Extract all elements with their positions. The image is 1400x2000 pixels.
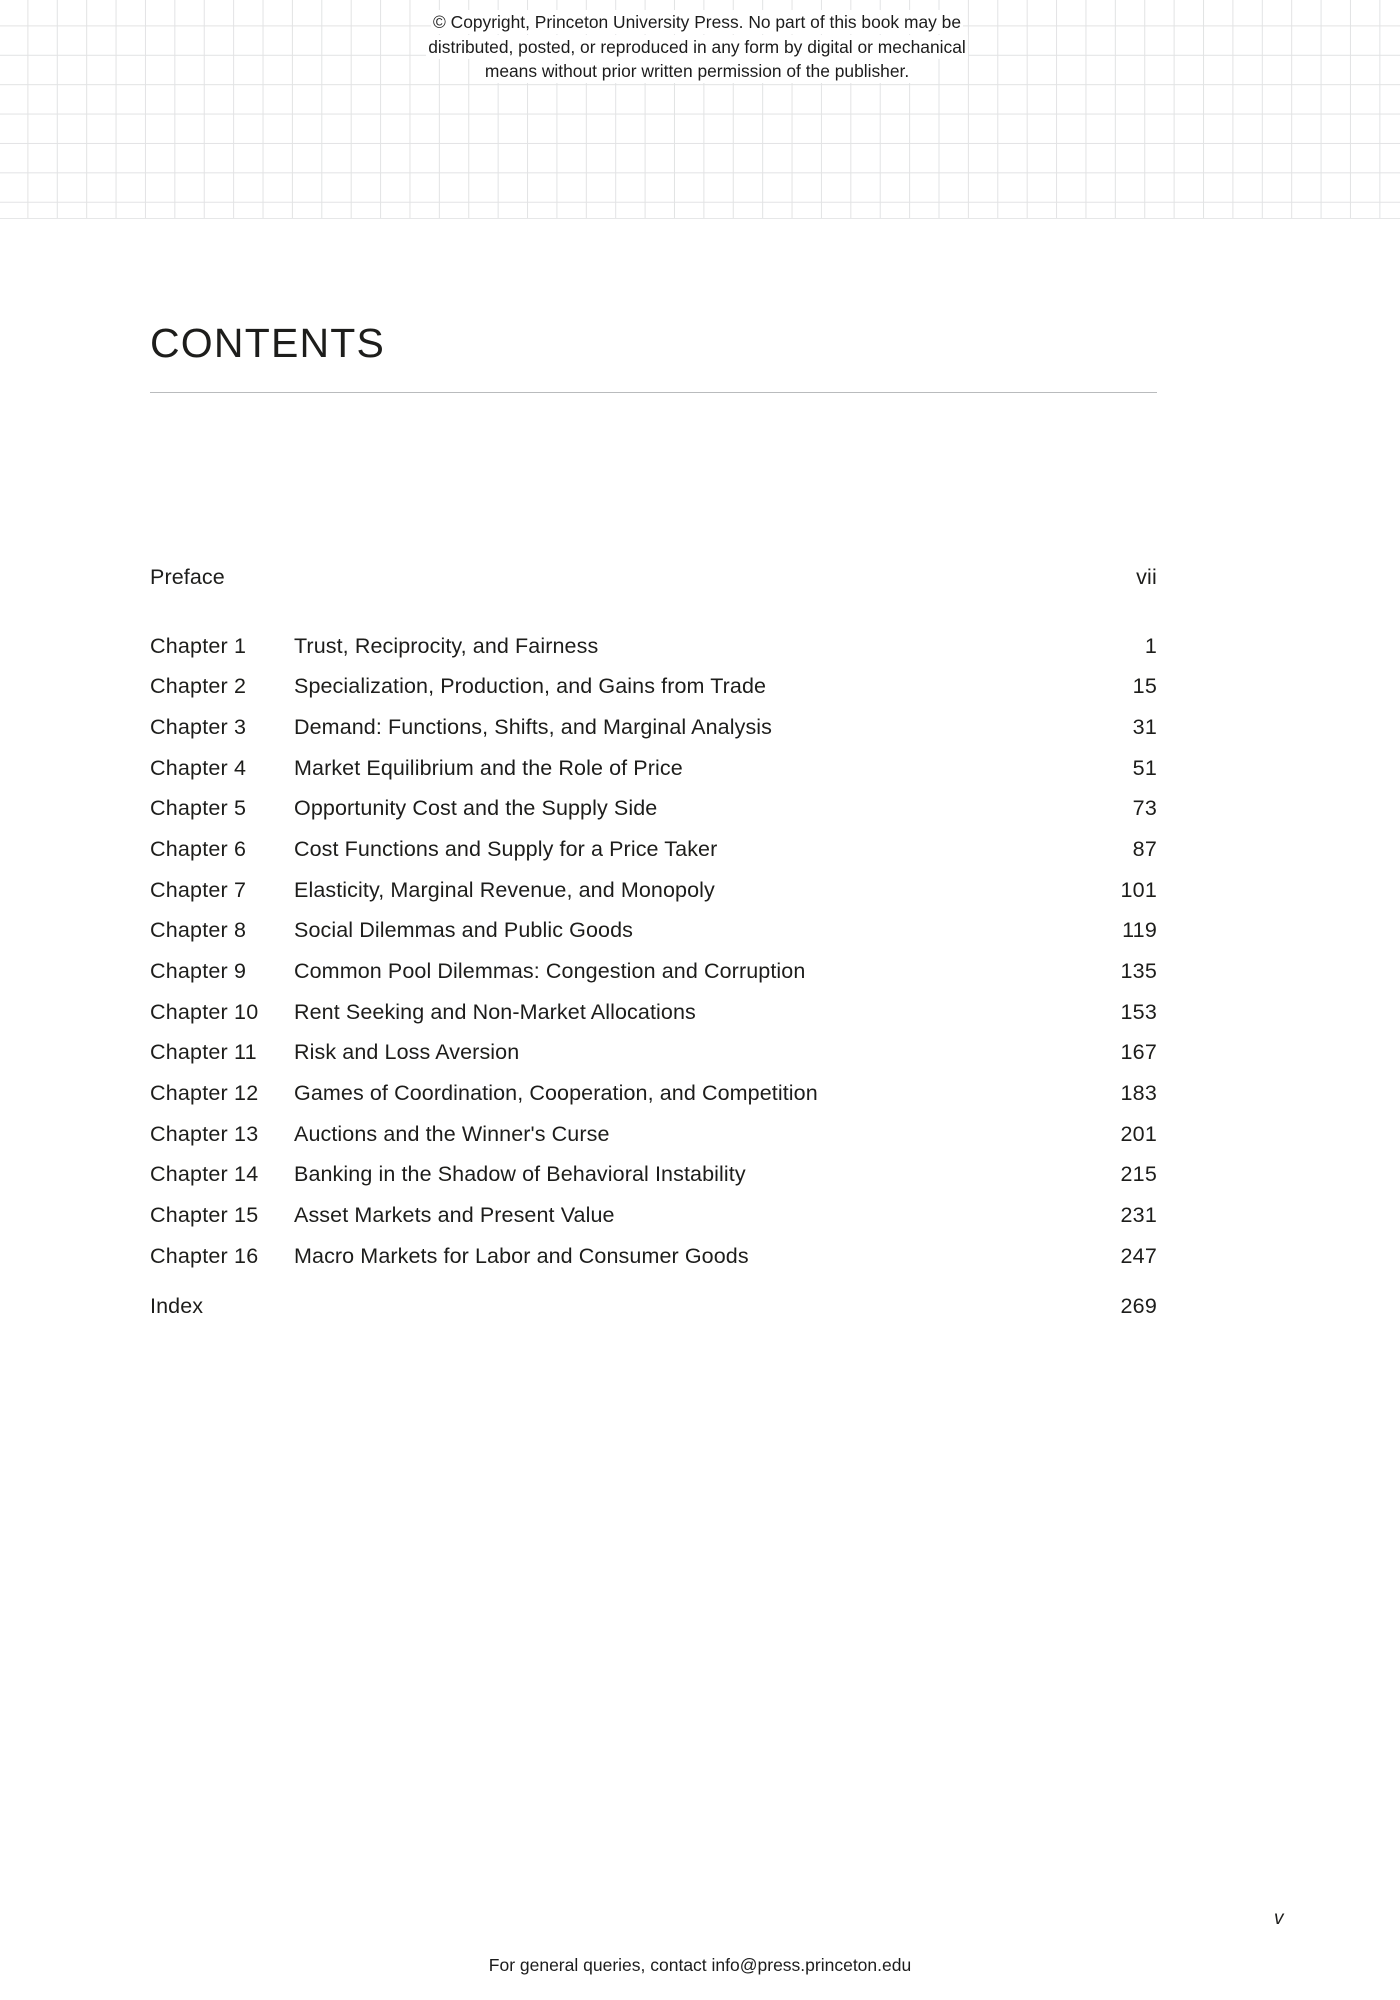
toc-entry-chapter-15[interactable] <box>150 1205 1157 1227</box>
toc-entry-label: Chapter 8 <box>150 918 247 943</box>
toc-entry-title: Games of Coordination, Cooperation, and Competition <box>294 1081 818 1106</box>
toc-entry-chapter-2[interactable] <box>150 676 1157 698</box>
toc-entry-page: 153 <box>1120 999 1157 1024</box>
toc-entry-chapter-10[interactable] <box>150 999 1157 1024</box>
toc-entry-page: 183 <box>1120 1081 1157 1106</box>
toc-entry-title: Auctions and the Winner's Curse <box>294 1121 610 1146</box>
toc-entry-page: 231 <box>1120 1203 1157 1228</box>
dot-leader <box>754 1262 1120 1263</box>
toc-entry-page: 201 <box>1120 1121 1157 1146</box>
toc-entry-label: Chapter 7 <box>150 877 247 902</box>
copyright-line-3: means without prior written permission of the publisher. <box>484 61 910 82</box>
toc-entry-title: Asset Markets and Present Value <box>294 1203 615 1228</box>
toc-entry-title: Elasticity, Marginal Revenue, and Monopoly <box>294 877 715 902</box>
toc-entry-page: 87 <box>1132 836 1157 861</box>
dot-leader <box>603 652 1122 653</box>
toc-entry-label: Chapter 3 <box>150 714 247 739</box>
toc-entry-page: vii <box>1136 565 1157 589</box>
toc-entry-chapter-12[interactable] <box>150 1083 1157 1105</box>
toc-entry-label: Chapter 16 <box>150 1243 259 1268</box>
dot-leader <box>524 1058 1119 1059</box>
toc-entry-title: Rent Seeking and Non-Market Allocations <box>294 999 696 1024</box>
toc-entry-title: Index <box>150 1294 204 1319</box>
toc-entry-label: Chapter 15 <box>150 1203 259 1228</box>
toc-entry-chapter-3[interactable] <box>150 714 1157 739</box>
toc-entry-title: Trust, Reciprocity, and Fairness <box>294 633 599 658</box>
toc-entry-page: 247 <box>1120 1243 1157 1268</box>
toc-entry-title: Social Dilemmas and Public Goods <box>294 918 633 943</box>
copyright-line-2: distributed, posted, or reproduced in any form by digital or mechanical <box>428 36 966 57</box>
toc-entry-page: 101 <box>1120 877 1157 902</box>
footer-contact-note: For general queries, contact info@press.princeton.edu <box>488 1955 912 1975</box>
page-title: CONTENTS <box>150 320 386 366</box>
toc-entry-chapter-7[interactable] <box>150 877 1157 902</box>
toc-entry-label: Chapter 14 <box>150 1162 259 1187</box>
toc-entry-label: Chapter 13 <box>150 1121 259 1146</box>
toc-entry-page: 15 <box>1132 674 1157 699</box>
toc-entry-chapter-9[interactable] <box>150 961 1157 983</box>
toc-entry-chapter-8[interactable] <box>150 920 1157 942</box>
toc-entry-page: 31 <box>1132 714 1157 739</box>
dot-leader <box>638 936 1121 937</box>
dot-leader <box>688 774 1122 775</box>
dot-leader <box>810 977 1119 978</box>
toc-entry-label: Chapter 10 <box>150 999 259 1024</box>
toc-entry-page: 215 <box>1120 1162 1157 1187</box>
title-divider <box>150 392 1157 393</box>
toc-entry-page: 73 <box>1132 796 1157 821</box>
toc-entry-title: Macro Markets for Labor and Consumer Goods <box>294 1243 749 1268</box>
toc-entry-page: 167 <box>1120 1040 1157 1065</box>
toc-entry-label: Chapter 12 <box>150 1081 259 1106</box>
toc-entry-chapter-5[interactable] <box>150 798 1157 820</box>
dot-leader <box>720 896 1120 897</box>
toc-entry-title: Specialization, Production, and Gains from Trade <box>294 674 767 699</box>
toc-entry-page: 119 <box>1122 918 1157 943</box>
dot-leader <box>620 1221 1120 1222</box>
toc-entry-page: 135 <box>1120 959 1157 983</box>
dot-leader <box>615 1140 1120 1141</box>
toc-entry-page: 1 <box>1144 633 1157 658</box>
toc-entry-title: Opportunity Cost and the Supply Side <box>294 796 658 821</box>
dot-leader <box>230 583 1122 584</box>
toc-entry-chapter-13[interactable] <box>150 1121 1157 1146</box>
dot-leader <box>751 1180 1120 1181</box>
toc-entry-preface[interactable] <box>150 567 1157 589</box>
page-folio: v <box>1274 1908 1284 1929</box>
toc-entry-index[interactable] <box>150 1296 1157 1318</box>
table-of-contents <box>150 567 1157 1337</box>
toc-entry-title: Market Equilibrium and the Role of Price <box>294 755 683 780</box>
toc-entry-title: Common Pool Dilemmas: Congestion and Corruption <box>294 959 806 983</box>
toc-entry-label: Chapter 1 <box>150 633 247 658</box>
toc-entry-title: Preface <box>150 565 225 589</box>
toc-entry-label: Chapter 5 <box>150 796 247 821</box>
toc-entry-title: Banking in the Shadow of Behavioral Instability <box>294 1162 746 1187</box>
toc-entry-chapter-1[interactable] <box>150 633 1157 658</box>
toc-entry-label: Chapter 11 <box>150 1040 257 1065</box>
toc-entry-title: Demand: Functions, Shifts, and Marginal Analysis <box>294 714 773 739</box>
toc-entry-label: Chapter 4 <box>150 755 247 780</box>
toc-entry-page: 51 <box>1132 755 1157 780</box>
dot-leader <box>823 1099 1120 1100</box>
toc-entry-chapter-4[interactable] <box>150 755 1157 780</box>
toc-entry-chapter-16[interactable] <box>150 1243 1157 1268</box>
toc-entry-label: Chapter 9 <box>150 959 247 983</box>
toc-entry-chapter-14[interactable] <box>150 1164 1157 1186</box>
toc-entry-chapter-11[interactable] <box>150 1042 1157 1064</box>
dot-leader <box>777 733 1122 734</box>
toc-entry-chapter-6[interactable] <box>150 836 1157 861</box>
dot-leader <box>771 692 1122 693</box>
dot-leader <box>722 855 1122 856</box>
toc-entry-title: Risk and Loss Aversion <box>294 1040 520 1065</box>
toc-entry-page: 269 <box>1120 1294 1157 1319</box>
dot-leader <box>701 1018 1120 1019</box>
toc-entry-title: Cost Functions and Supply for a Price Taker <box>294 836 718 861</box>
toc-entry-label: Chapter 2 <box>150 674 247 699</box>
dot-leader <box>208 1312 1119 1313</box>
toc-entry-label: Chapter 6 <box>150 836 247 861</box>
copyright-line-1: © Copyright, Princeton University Press. No part of this book may be <box>433 12 961 32</box>
dot-leader <box>662 814 1122 815</box>
